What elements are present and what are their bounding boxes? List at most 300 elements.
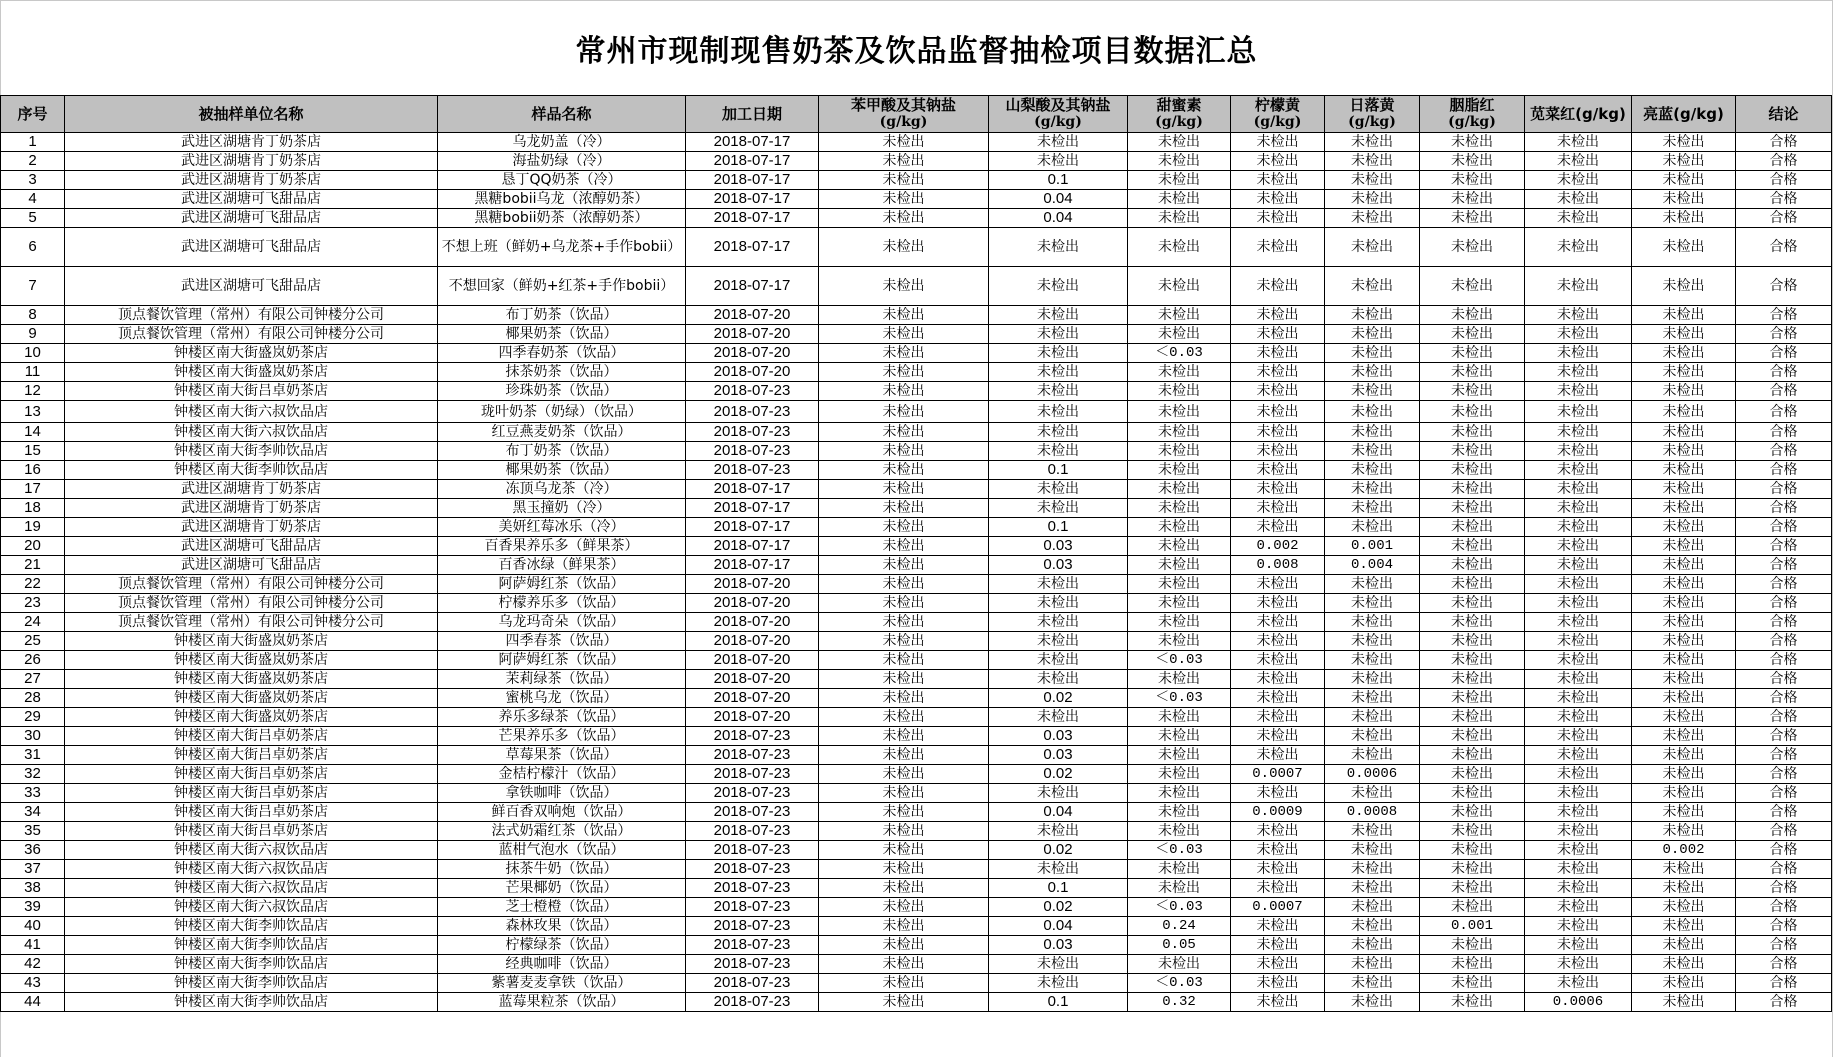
col-amaranth-cell: 未检出 <box>1525 708 1632 727</box>
col-ponceau-cell: 未检出 <box>1420 133 1525 152</box>
col-index-cell: 29 <box>1 708 65 727</box>
col-brilliant-blue-cell: 未检出 <box>1632 306 1736 325</box>
col-process-date-cell: 2018-07-20 <box>686 575 819 594</box>
col-sunset-yellow-cell: 未检出 <box>1325 746 1420 765</box>
col-sunset-yellow-cell: 未检出 <box>1325 209 1420 228</box>
col-process-date-cell: 2018-07-23 <box>686 860 819 879</box>
col-benzoic-acid-cell: 未检出 <box>819 936 989 955</box>
col-brilliant-blue-cell: 未检出 <box>1632 765 1736 784</box>
col-cyclamate-cell: 未检出 <box>1128 594 1231 613</box>
col-sunset-yellow-cell: 未检出 <box>1325 708 1420 727</box>
col-tartrazine-cell: 未检出 <box>1231 917 1325 936</box>
col-sunset-yellow-cell: 未检出 <box>1325 575 1420 594</box>
col-unit-name-cell: 武进区湖塘肯丁奶茶店 <box>65 499 438 518</box>
col-amaranth-cell: 未检出 <box>1525 442 1632 461</box>
col-unit-name-cell: 钟楼区南大街李帅饮品店 <box>65 993 438 1012</box>
col-process-date-cell: 2018-07-23 <box>686 382 819 401</box>
col-brilliant-blue-cell: 0.002 <box>1632 841 1736 860</box>
col-unit-name-cell: 武进区湖塘可飞甜品店 <box>65 556 438 575</box>
col-sunset-yellow-cell: 未检出 <box>1325 363 1420 382</box>
table-row <box>1 974 1832 993</box>
col-ponceau-cell: 未检出 <box>1420 461 1525 480</box>
col-amaranth-cell: 未检出 <box>1525 171 1632 190</box>
col-sorbic-acid-cell: 未检出 <box>989 152 1128 171</box>
col-cyclamate-cell: ＜0.03 <box>1128 898 1231 917</box>
col-benzoic-acid-cell: 未检出 <box>819 955 989 974</box>
col-conclusion-cell: 合格 <box>1736 382 1832 401</box>
col-sorbic-acid-cell: 0.1 <box>989 993 1128 1012</box>
table-row <box>1 765 1832 784</box>
col-process-date-cell: 2018-07-23 <box>686 822 819 841</box>
col-benzoic-acid-cell: 未检出 <box>819 860 989 879</box>
col-tartrazine-cell: 未检出 <box>1231 594 1325 613</box>
col-sample-name-cell: 珍珠奶茶（饮品） <box>438 382 686 401</box>
col-cyclamate-cell: 未检出 <box>1128 442 1231 461</box>
col-tartrazine-cell: 未检出 <box>1231 344 1325 363</box>
col-sorbic-acid-cell: 未检出 <box>989 822 1128 841</box>
table-row <box>1 363 1832 382</box>
col-process-date-cell: 2018-07-20 <box>686 613 819 632</box>
col-sample-name-cell: 抹茶牛奶（饮品） <box>438 860 686 879</box>
col-sorbic-acid-cell: 0.03 <box>989 537 1128 556</box>
col-benzoic-acid-cell: 未检出 <box>819 765 989 784</box>
col-conclusion-cell: 合格 <box>1736 803 1832 822</box>
col-sample-name-cell: 柠檬养乐多（饮品） <box>438 594 686 613</box>
col-tartrazine-cell: 未检出 <box>1231 209 1325 228</box>
col-sorbic-acid-cell: 未检出 <box>989 974 1128 993</box>
col-process-date-cell: 2018-07-20 <box>686 344 819 363</box>
col-process-date-cell: 2018-07-17 <box>686 537 819 556</box>
col-sample-name-cell: 阿萨姆红茶（饮品） <box>438 575 686 594</box>
col-ponceau-cell: 未检出 <box>1420 518 1525 537</box>
col-benzoic-acid-cell: 未检出 <box>819 746 989 765</box>
col-brilliant-blue-cell: 未检出 <box>1632 171 1736 190</box>
header-label: 序号 <box>17 104 48 123</box>
col-benzoic-acid-cell: 未检出 <box>819 442 989 461</box>
col-benzoic-acid-cell: 未检出 <box>819 480 989 499</box>
col-amaranth-cell: 未检出 <box>1525 556 1632 575</box>
col-cyclamate-cell: 未检出 <box>1128 575 1231 594</box>
header-label: 苯甲酸及其钠盐 <box>850 96 956 114</box>
col-sample-name-cell: 黑玉撞奶（冷） <box>438 499 686 518</box>
col-process-date-cell: 2018-07-20 <box>686 651 819 670</box>
col-sunset-yellow-cell: 未检出 <box>1325 879 1420 898</box>
col-cyclamate-cell: 未检出 <box>1128 363 1231 382</box>
col-sunset-yellow-cell: 未检出 <box>1325 423 1420 442</box>
col-sunset-yellow-cell: 0.004 <box>1325 556 1420 575</box>
col-sample-name-cell: 芒果椰奶（饮品） <box>438 879 686 898</box>
col-index-cell: 14 <box>1 423 65 442</box>
col-index-cell: 28 <box>1 689 65 708</box>
header-label: 加工日期 <box>721 104 782 123</box>
table-row <box>1 461 1832 480</box>
col-cyclamate-cell: ＜0.03 <box>1128 974 1231 993</box>
col-process-date-cell: 2018-07-20 <box>686 632 819 651</box>
col-unit-name-cell: 钟楼区南大街盛岚奶茶店 <box>65 363 438 382</box>
col-unit-name-cell: 钟楼区南大街李帅饮品店 <box>65 442 438 461</box>
col-cyclamate-cell: 未检出 <box>1128 325 1231 344</box>
col-tartrazine-cell: 未检出 <box>1231 575 1325 594</box>
table-row <box>1 613 1832 632</box>
col-sunset-yellow-cell: 未检出 <box>1325 651 1420 670</box>
col-sunset-yellow-cell: 未检出 <box>1325 613 1420 632</box>
col-unit-name-cell: 钟楼区南大街吕卓奶茶店 <box>65 727 438 746</box>
col-sorbic-acid-cell: 0.02 <box>989 898 1128 917</box>
col-unit-name-cell: 武进区湖塘肯丁奶茶店 <box>65 133 438 152</box>
col-brilliant-blue-cell: 未检出 <box>1632 594 1736 613</box>
col-process-date-cell: 2018-07-23 <box>686 746 819 765</box>
col-amaranth-cell: 未检出 <box>1525 936 1632 955</box>
col-unit-name-header <box>65 96 438 133</box>
col-sorbic-acid-cell: 未检出 <box>989 480 1128 499</box>
col-index-header <box>1 96 65 133</box>
col-sorbic-acid-cell: 未检出 <box>989 651 1128 670</box>
col-process-date-cell: 2018-07-20 <box>686 306 819 325</box>
col-index-cell: 37 <box>1 860 65 879</box>
col-brilliant-blue-cell: 未检出 <box>1632 974 1736 993</box>
col-index-cell: 22 <box>1 575 65 594</box>
col-benzoic-acid-cell: 未检出 <box>819 325 989 344</box>
col-amaranth-cell: 未检出 <box>1525 133 1632 152</box>
col-tartrazine-cell: 未检出 <box>1231 651 1325 670</box>
page-title: 常州市现制现售奶茶及饮品监督抽检项目数据汇总 <box>575 33 1258 69</box>
col-index-cell: 24 <box>1 613 65 632</box>
col-amaranth-cell: 未检出 <box>1525 746 1632 765</box>
col-index-cell: 34 <box>1 803 65 822</box>
header-unit: (g/kg) <box>1348 114 1396 130</box>
col-index-cell: 16 <box>1 461 65 480</box>
col-unit-name-cell: 钟楼区南大街六叔饮品店 <box>65 898 438 917</box>
col-tartrazine-cell: 未检出 <box>1231 228 1325 267</box>
col-tartrazine-cell: 0.002 <box>1231 537 1325 556</box>
col-brilliant-blue-cell: 未检出 <box>1632 670 1736 689</box>
col-process-date-cell: 2018-07-20 <box>686 325 819 344</box>
col-cyclamate-cell: 未检出 <box>1128 955 1231 974</box>
col-brilliant-blue-cell: 未检出 <box>1632 152 1736 171</box>
col-tartrazine-cell: 未检出 <box>1231 152 1325 171</box>
col-sample-name-cell: 养乐多绿茶（饮品） <box>438 708 686 727</box>
table-row <box>1 480 1832 499</box>
col-index-cell: 7 <box>1 267 65 306</box>
col-ponceau-cell: 未检出 <box>1420 442 1525 461</box>
col-cyclamate-cell: 未检出 <box>1128 556 1231 575</box>
col-tartrazine-cell: 未检出 <box>1231 936 1325 955</box>
col-sorbic-acid-cell: 未检出 <box>989 363 1128 382</box>
col-amaranth-cell: 未检出 <box>1525 382 1632 401</box>
col-sorbic-acid-cell: 未检出 <box>989 306 1128 325</box>
col-conclusion-cell: 合格 <box>1736 670 1832 689</box>
header-row <box>1 96 1832 133</box>
col-index-cell: 31 <box>1 746 65 765</box>
table-row <box>1 306 1832 325</box>
col-conclusion-cell: 合格 <box>1736 993 1832 1012</box>
col-sample-name-cell: 海盐奶绿（冷） <box>438 152 686 171</box>
col-sorbic-acid-cell: 0.03 <box>989 727 1128 746</box>
col-process-date-cell: 2018-07-23 <box>686 784 819 803</box>
col-sample-name-cell: 草莓果茶（饮品） <box>438 746 686 765</box>
col-sorbic-acid-cell: 未检出 <box>989 670 1128 689</box>
table-row <box>1 727 1832 746</box>
col-brilliant-blue-cell: 未检出 <box>1632 803 1736 822</box>
col-ponceau-cell: 未检出 <box>1420 480 1525 499</box>
col-conclusion-cell: 合格 <box>1736 556 1832 575</box>
col-tartrazine-cell: 未检出 <box>1231 879 1325 898</box>
col-conclusion-cell: 合格 <box>1736 822 1832 841</box>
col-tartrazine-cell: 未检出 <box>1231 955 1325 974</box>
col-cyclamate-cell: 未检出 <box>1128 860 1231 879</box>
col-ponceau-cell: 未检出 <box>1420 613 1525 632</box>
col-benzoic-acid-cell: 未检出 <box>819 803 989 822</box>
col-conclusion-cell: 合格 <box>1736 765 1832 784</box>
table-row <box>1 708 1832 727</box>
col-unit-name-cell: 钟楼区南大街六叔饮品店 <box>65 879 438 898</box>
col-benzoic-acid-cell: 未检出 <box>819 171 989 190</box>
col-ponceau-cell: 未检出 <box>1420 190 1525 209</box>
col-benzoic-acid-cell: 未检出 <box>819 594 989 613</box>
col-brilliant-blue-cell: 未检出 <box>1632 746 1736 765</box>
col-process-date-cell: 2018-07-23 <box>686 936 819 955</box>
col-unit-name-cell: 武进区湖塘肯丁奶茶店 <box>65 480 438 499</box>
col-tartrazine-cell: 未检出 <box>1231 423 1325 442</box>
col-sunset-yellow-cell: 未检出 <box>1325 325 1420 344</box>
col-tartrazine-cell: 未检出 <box>1231 841 1325 860</box>
table-row <box>1 955 1832 974</box>
col-amaranth-cell: 未检出 <box>1525 537 1632 556</box>
col-index-cell: 30 <box>1 727 65 746</box>
col-benzoic-acid-cell: 未检出 <box>819 556 989 575</box>
col-cyclamate-cell: 未检出 <box>1128 822 1231 841</box>
col-cyclamate-cell: 未检出 <box>1128 613 1231 632</box>
col-conclusion-cell: 合格 <box>1736 344 1832 363</box>
col-conclusion-cell: 合格 <box>1736 190 1832 209</box>
col-sunset-yellow-cell: 未检出 <box>1325 936 1420 955</box>
col-index-cell: 26 <box>1 651 65 670</box>
col-amaranth-cell: 未检出 <box>1525 879 1632 898</box>
col-process-date-cell: 2018-07-23 <box>686 803 819 822</box>
col-benzoic-acid-cell: 未检出 <box>819 917 989 936</box>
col-benzoic-acid-cell: 未检出 <box>819 306 989 325</box>
col-benzoic-acid-cell: 未检出 <box>819 401 989 423</box>
col-sample-name-cell: 红豆燕麦奶茶（饮品） <box>438 423 686 442</box>
col-index-cell: 33 <box>1 784 65 803</box>
col-amaranth-cell: 未检出 <box>1525 898 1632 917</box>
col-sorbic-acid-cell: 0.1 <box>989 461 1128 480</box>
col-benzoic-acid-cell: 未检出 <box>819 423 989 442</box>
col-index-cell: 15 <box>1 442 65 461</box>
table-body <box>1 133 1832 1012</box>
col-benzoic-acid-cell: 未检出 <box>819 461 989 480</box>
col-benzoic-acid-cell: 未检出 <box>819 575 989 594</box>
table-row <box>1 746 1832 765</box>
col-amaranth-cell: 未检出 <box>1525 803 1632 822</box>
col-amaranth-cell: 未检出 <box>1525 518 1632 537</box>
col-process-date-cell: 2018-07-23 <box>686 401 819 423</box>
col-cyclamate-cell: 未检出 <box>1128 461 1231 480</box>
col-brilliant-blue-cell: 未检出 <box>1632 325 1736 344</box>
col-amaranth-cell: 未检出 <box>1525 594 1632 613</box>
col-conclusion-cell: 合格 <box>1736 575 1832 594</box>
table-row <box>1 171 1832 190</box>
col-process-date-cell: 2018-07-17 <box>686 518 819 537</box>
col-index-cell: 1 <box>1 133 65 152</box>
col-benzoic-acid-cell: 未检出 <box>819 727 989 746</box>
col-amaranth-cell: 未检出 <box>1525 860 1632 879</box>
col-benzoic-acid-cell: 未检出 <box>819 974 989 993</box>
col-conclusion-cell: 合格 <box>1736 727 1832 746</box>
col-sample-name-cell: 金桔柠檬汁（饮品） <box>438 765 686 784</box>
col-amaranth-cell: 未检出 <box>1525 765 1632 784</box>
col-index-cell: 8 <box>1 306 65 325</box>
col-unit-name-cell: 顶点餐饮管理（常州）有限公司钟楼分公司 <box>65 306 438 325</box>
col-ponceau-cell: 未检出 <box>1420 171 1525 190</box>
col-index-cell: 10 <box>1 344 65 363</box>
col-brilliant-blue-cell: 未检出 <box>1632 423 1736 442</box>
col-amaranth-cell: 未检出 <box>1525 325 1632 344</box>
col-benzoic-acid-cell: 未检出 <box>819 898 989 917</box>
table-row <box>1 401 1832 423</box>
col-sunset-yellow-cell: 未检出 <box>1325 228 1420 267</box>
table-row <box>1 670 1832 689</box>
col-ponceau-cell: 未检出 <box>1420 803 1525 822</box>
col-cyclamate-cell: 未检出 <box>1128 382 1231 401</box>
col-index-cell: 32 <box>1 765 65 784</box>
col-cyclamate-cell: 未检出 <box>1128 537 1231 556</box>
col-benzoic-acid-cell: 未检出 <box>819 841 989 860</box>
col-conclusion-cell: 合格 <box>1736 898 1832 917</box>
col-sample-name-cell: 不想回家（鲜奶+红茶+手作bobii） <box>438 267 686 306</box>
col-conclusion-cell: 合格 <box>1736 442 1832 461</box>
table-row <box>1 879 1832 898</box>
col-cyclamate-cell: 未检出 <box>1128 267 1231 306</box>
col-tartrazine-cell: 未检出 <box>1231 746 1325 765</box>
col-sunset-yellow-cell: 未检出 <box>1325 784 1420 803</box>
col-index-cell: 4 <box>1 190 65 209</box>
col-sorbic-acid-cell: 0.04 <box>989 917 1128 936</box>
col-sample-name-cell: 森林玫果（饮品） <box>438 917 686 936</box>
col-conclusion-cell: 合格 <box>1736 746 1832 765</box>
col-tartrazine-cell: 未检出 <box>1231 689 1325 708</box>
col-sunset-yellow-header <box>1325 96 1420 133</box>
table-row <box>1 822 1832 841</box>
col-tartrazine-cell: 未检出 <box>1231 401 1325 423</box>
col-amaranth-cell: 未检出 <box>1525 499 1632 518</box>
header-label: 苋菜红(g/kg) <box>1530 104 1626 123</box>
col-sorbic-acid-cell: 未检出 <box>989 575 1128 594</box>
col-unit-name-cell: 钟楼区南大街六叔饮品店 <box>65 841 438 860</box>
col-ponceau-cell: 未检出 <box>1420 401 1525 423</box>
header-label: 山梨酸及其钠盐 <box>1005 96 1111 114</box>
col-ponceau-cell: 未检出 <box>1420 382 1525 401</box>
col-amaranth-cell: 未检出 <box>1525 822 1632 841</box>
col-sunset-yellow-cell: 未检出 <box>1325 993 1420 1012</box>
col-sample-name-cell: 黑糖bobii乌龙（浓醇奶茶） <box>438 190 686 209</box>
col-cyclamate-cell: ＜0.03 <box>1128 841 1231 860</box>
col-brilliant-blue-cell: 未检出 <box>1632 708 1736 727</box>
col-benzoic-acid-cell: 未检出 <box>819 993 989 1012</box>
col-conclusion-cell: 合格 <box>1736 209 1832 228</box>
col-sorbic-acid-cell: 未检出 <box>989 344 1128 363</box>
col-process-date-cell: 2018-07-20 <box>686 363 819 382</box>
col-ponceau-cell: 未检出 <box>1420 727 1525 746</box>
col-cyclamate-cell: 未检出 <box>1128 879 1231 898</box>
col-brilliant-blue-header <box>1632 96 1736 133</box>
col-sorbic-acid-cell: 0.04 <box>989 209 1128 228</box>
col-process-date-cell: 2018-07-23 <box>686 974 819 993</box>
col-sample-name-cell: 四季春奶茶（饮品） <box>438 344 686 363</box>
table-row <box>1 499 1832 518</box>
col-benzoic-acid-cell: 未检出 <box>819 382 989 401</box>
col-ponceau-cell: 未检出 <box>1420 423 1525 442</box>
col-process-date-cell: 2018-07-17 <box>686 152 819 171</box>
col-unit-name-cell: 武进区湖塘肯丁奶茶店 <box>65 518 438 537</box>
col-process-date-cell: 2018-07-17 <box>686 499 819 518</box>
col-ponceau-cell: 未检出 <box>1420 689 1525 708</box>
col-process-date-cell: 2018-07-23 <box>686 955 819 974</box>
col-sample-name-cell: 黑糖bobii奶茶（浓醇奶茶） <box>438 209 686 228</box>
col-sunset-yellow-cell: 未检出 <box>1325 917 1420 936</box>
col-cyclamate-cell: 0.05 <box>1128 936 1231 955</box>
col-cyclamate-cell: 未检出 <box>1128 171 1231 190</box>
col-sunset-yellow-cell: 未检出 <box>1325 518 1420 537</box>
col-sunset-yellow-cell: 未检出 <box>1325 267 1420 306</box>
col-conclusion-cell: 合格 <box>1736 306 1832 325</box>
col-benzoic-acid-cell: 未检出 <box>819 499 989 518</box>
col-conclusion-cell: 合格 <box>1736 651 1832 670</box>
col-process-date-cell: 2018-07-23 <box>686 993 819 1012</box>
col-sunset-yellow-cell: 0.001 <box>1325 537 1420 556</box>
col-tartrazine-cell: 未检出 <box>1231 442 1325 461</box>
col-benzoic-acid-cell: 未检出 <box>819 190 989 209</box>
col-sunset-yellow-cell: 未检出 <box>1325 499 1420 518</box>
col-conclusion-cell: 合格 <box>1736 228 1832 267</box>
col-sorbic-acid-cell: 0.03 <box>989 936 1128 955</box>
col-conclusion-cell: 合格 <box>1736 480 1832 499</box>
col-sorbic-acid-cell: 未检出 <box>989 382 1128 401</box>
col-sunset-yellow-cell: 0.0006 <box>1325 765 1420 784</box>
col-sample-name-cell: 椰果奶茶（饮品） <box>438 325 686 344</box>
col-brilliant-blue-cell: 未检出 <box>1632 461 1736 480</box>
col-brilliant-blue-cell: 未检出 <box>1632 537 1736 556</box>
col-amaranth-cell: 未检出 <box>1525 401 1632 423</box>
table-row <box>1 133 1832 152</box>
col-index-cell: 43 <box>1 974 65 993</box>
col-sample-name-cell: 四季春茶（饮品） <box>438 632 686 651</box>
col-index-cell: 21 <box>1 556 65 575</box>
col-ponceau-header <box>1420 96 1525 133</box>
col-ponceau-cell: 未检出 <box>1420 228 1525 267</box>
col-unit-name-cell: 钟楼区南大街李帅饮品店 <box>65 461 438 480</box>
col-ponceau-cell: 未检出 <box>1420 632 1525 651</box>
table-row <box>1 784 1832 803</box>
table-row <box>1 382 1832 401</box>
col-brilliant-blue-cell: 未检出 <box>1632 822 1736 841</box>
col-process-date-cell: 2018-07-17 <box>686 209 819 228</box>
col-process-date-cell: 2018-07-17 <box>686 267 819 306</box>
col-ponceau-cell: 未检出 <box>1420 363 1525 382</box>
col-amaranth-cell: 0.0006 <box>1525 993 1632 1012</box>
col-unit-name-cell: 顶点餐饮管理（常州）有限公司钟楼分公司 <box>65 594 438 613</box>
col-index-cell: 9 <box>1 325 65 344</box>
col-amaranth-cell: 未检出 <box>1525 784 1632 803</box>
col-cyclamate-cell: 未检出 <box>1128 708 1231 727</box>
col-ponceau-cell: 未检出 <box>1420 879 1525 898</box>
col-sunset-yellow-cell: 未检出 <box>1325 727 1420 746</box>
col-unit-name-cell: 钟楼区南大街吕卓奶茶店 <box>65 765 438 784</box>
col-amaranth-cell: 未检出 <box>1525 190 1632 209</box>
col-unit-name-cell: 钟楼区南大街盛岚奶茶店 <box>65 632 438 651</box>
col-sorbic-acid-header <box>989 96 1128 133</box>
col-sorbic-acid-cell: 未检出 <box>989 423 1128 442</box>
